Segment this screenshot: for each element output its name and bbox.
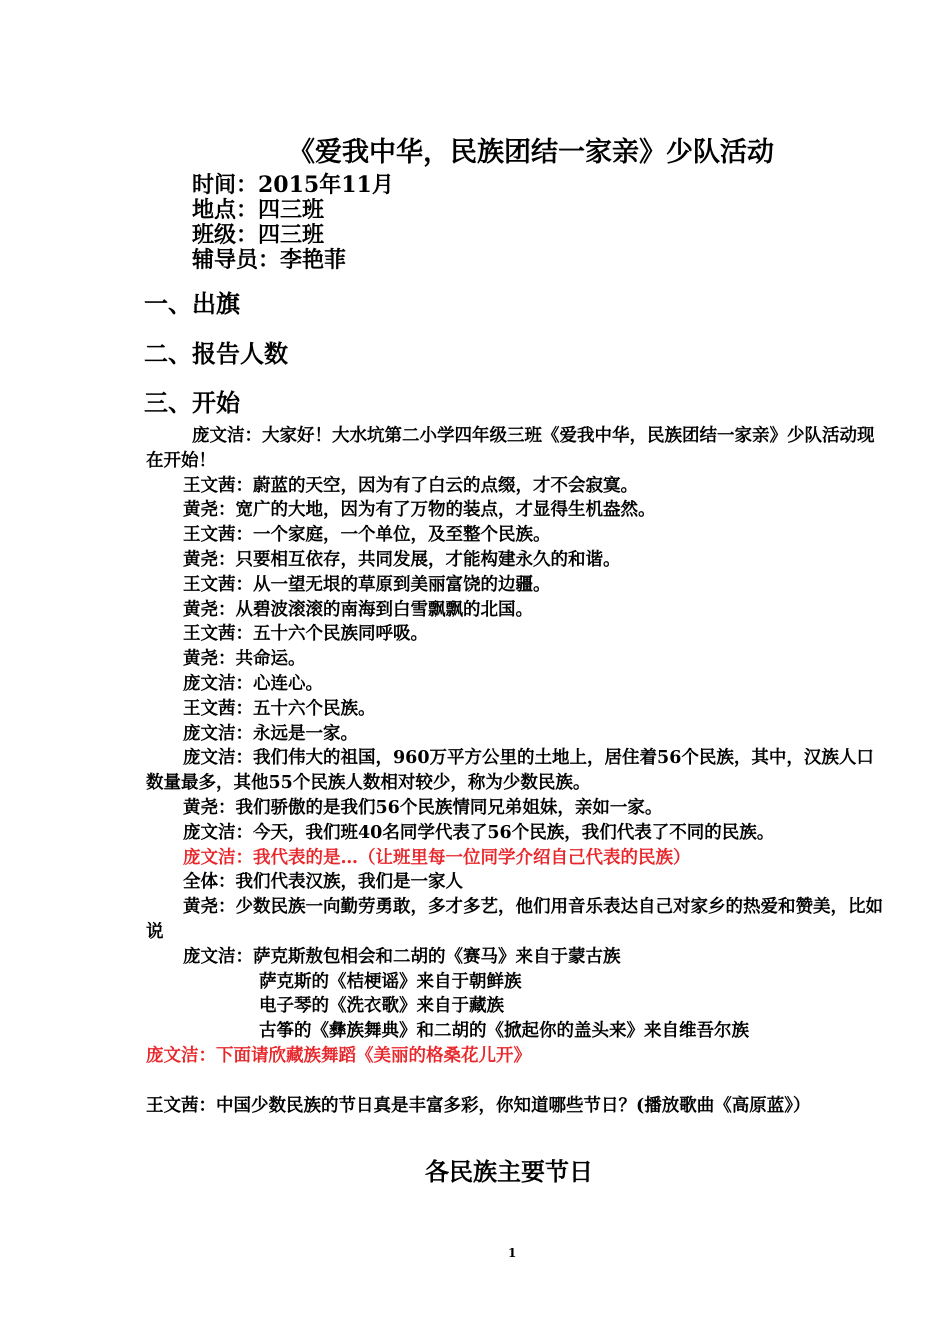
document-title: 《爱我中华，民族团结一家亲》少队活动 xyxy=(288,137,774,168)
dialogue-line: 黄尧：只要相互依存，共同发展，才能构建永久的和谐。 xyxy=(183,549,621,570)
dialogue-line: 黄尧：少数民族一向勤劳勇敢，多才多艺，他们用音乐表达自己对家乡的热爱和赞美，比如说 xyxy=(146,897,883,942)
dialogue-line: 电子琴的《洗衣歌》来自于藏族 xyxy=(259,996,504,1017)
dialogue-line: 王文茜：五十六个民族同呼吸。 xyxy=(183,624,428,645)
dialogue-line: 王文茜：中国少数民族的节日真是丰富多彩，你知道哪些节日？(播放歌曲《高原蓝》） xyxy=(146,1095,811,1116)
dialogue-line: 王文茜：从一望无垠的草原到美丽富饶的边疆。 xyxy=(183,574,551,595)
dialogue-line: 黄尧：宽广的大地，因为有了万物的装点，才显得生机盎然。 xyxy=(183,500,656,521)
dialogue-line: 庞文洁：永远是一家。 xyxy=(183,723,358,744)
meta-time: 时间：2015年11月 xyxy=(192,172,394,198)
section-heading-flag: 一、出旗 xyxy=(144,289,240,318)
dialogue-line: 全体：我们代表汉族，我们是一家人 xyxy=(183,872,463,893)
dialogue-line: 萨克斯的《桔梗谣》来自于朝鲜族 xyxy=(259,971,522,992)
festival-section-title: 各民族主要节日 xyxy=(425,1157,593,1186)
dialogue-line: 黄尧：从碧波滚滚的南海到白雪飘飘的北国。 xyxy=(183,599,533,620)
dialogue-line: 庞文洁：大家好！大水坑第二小学四年级三班《爱我中华，民族团结一家亲》少队活动现在开始！ xyxy=(146,426,875,471)
meta-class: 班级：四三班 xyxy=(192,222,325,248)
dialogue-line: 王文茜：蔚蓝的天空，因为有了白云的点缀，才不会寂寞。 xyxy=(183,475,638,496)
dialogue-body xyxy=(146,424,888,1118)
dialogue-line: 古筝的《彝族舞典》和二胡的《掀起你的盖头来》来自维吾尔族 xyxy=(259,1021,749,1042)
dialogue-line: 庞文洁：心连心。 xyxy=(183,673,323,694)
meta-place: 地点：四三班 xyxy=(192,197,325,223)
dialogue-line: 庞文洁：萨克斯敖包相会和二胡的《赛马》来自于蒙古族 xyxy=(183,946,621,967)
section-heading-report: 二、报告人数 xyxy=(144,339,288,368)
dialogue-line: 黄尧：我们骄傲的是我们56个民族情同兄弟姐妹，亲如一家。 xyxy=(183,797,663,818)
meta-counselor: 辅导员：李艳菲 xyxy=(192,247,347,273)
dialogue-line: 庞文洁：今天，我们班40名同学代表了56个民族，我们代表了不同的民族。 xyxy=(183,822,775,843)
activity-meta xyxy=(192,173,394,273)
page-number: 1 xyxy=(508,1246,517,1260)
dialogue-line-highlighted: 庞文洁：我代表的是…（让班里每一位同学介绍自己代表的民族） xyxy=(183,847,691,868)
dialogue-line: 庞文洁：我们伟大的祖国，960万平方公里的土地上，居住着56个民族，其中，汉族人口数量最多，其他55个民族人数相对较少，称为少数民族。 xyxy=(146,748,874,794)
dialogue-line: 黄尧：共命运。 xyxy=(183,649,306,670)
paragraph-gap xyxy=(146,1069,888,1094)
section-heading-start: 三、开始 xyxy=(144,388,240,417)
dialogue-line-highlighted: 庞文洁：下面请欣藏族舞蹈《美丽的格桑花儿开》 xyxy=(146,1045,531,1066)
dialogue-line: 王文茜：一个家庭，一个单位，及至整个民族。 xyxy=(183,525,551,546)
dialogue-line: 王文茜：五十六个民族。 xyxy=(183,698,376,719)
